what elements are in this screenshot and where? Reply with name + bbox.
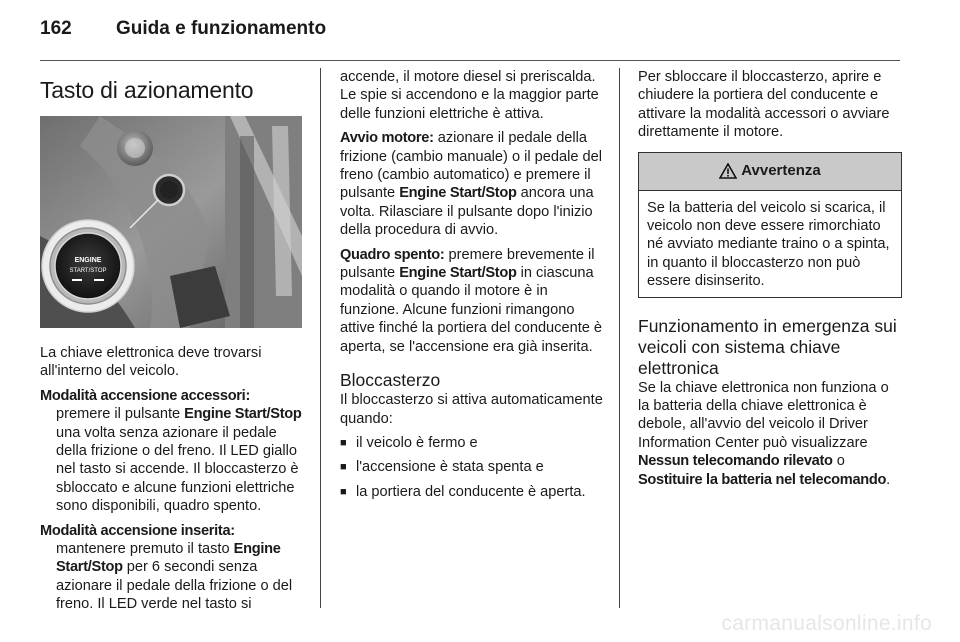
section-title: Tasto di azionamento [40,77,254,103]
warning-triangle-icon [719,163,737,179]
bloccasterzo-bullet-list [340,434,604,501]
column-divider-2 [619,68,620,608]
start-stop-button-photo [40,116,302,328]
warning-header [639,153,901,191]
button-label-engine: ENGINE [74,257,102,264]
column-divider-1 [320,68,321,608]
warning-text: Se la batteria del veicolo si scarica, il veicolo non deve essere rimorchiato né avviato mediante traino o a spinta, in quanto il bloccasterzo non può essere disinserito. [647,199,890,290]
bloccasterzo-intro: Il bloccasterzo si attiva automaticamente quando: [340,392,603,427]
warning-title: Avvertenza [741,161,821,179]
avvio-label: Avvio motore: [340,130,434,147]
engine-start-stop-term: Engine Start/Stop [399,185,517,202]
page-number: 162 [40,18,72,39]
list-item: ■ il veicolo è fermo e [340,434,604,452]
mode-accessori-paragraph: Modalità accensione accessori: premere il pulsante Engine Start/Stop una volta senza azionare il pedale della frizione o del freno. Il LED giallo nel tasto si accende. Il bloccasterzo è sbloccato e alcune funzioni elettriche sono disponibili, quadro spento. [40,387,302,515]
button-label-start-stop: START/STOP [69,268,107,274]
column-3 [638,68,902,495]
page-header [40,18,900,46]
warning-box [638,152,902,298]
column-1 [40,68,302,620]
emergency-paragraph: Se la chiave elettronica non funziona o la batteria della chiave elettronica è debole, all'avvio del veicolo il Driver Information Center può visualizzare Nessun telecomando rilevato o Sostituire la batteria nel telecomando. [638,379,891,488]
spento-paragraph: Quadro spento: premere brevemente il pulsante Engine Start/Stop in ciascuna modalità o quando il motore è in funzione. Alcune funzioni rimangono attive finché la portiera del conducente è aperta, se l'accensione era già inserita. [340,246,603,355]
list-item: ■ la portiera del conducente è aperta. [340,483,604,501]
watermark: carmanualsonline.info [721,612,932,635]
unlock-paragraph: Per sbloccare il bloccasterzo, aprire e chiudere la portiera del conducente e attivare la modalità accessori o avviare direttamente il motore. [638,69,890,141]
spento-label: Quadro spento: [340,246,445,263]
mode-accessori-label: Modalità accensione accessori: [40,387,250,404]
column-2 [340,68,604,507]
engine-start-stop-term: Engine Start/Stop [184,406,302,423]
continued-paragraph: accende, il motore diesel si preriscalda. Le spie si accendono e la maggior parte delle funzioni elettriche è attiva. [340,69,599,122]
mode-inserita-label: Modalità accensione inserita: [40,522,235,539]
engine-start-stop-term: Engine Start/Stop [56,541,281,576]
intro-paragraph: La chiave elettronica deve trovarsi all'interno del veicolo. [40,345,262,380]
emergency-heading: Funzionamento in emergenza sui veicoli con sistema chiave elettronica [638,315,897,378]
avvio-paragraph: Avvio motore: azionare il pedale della frizione (cambio manuale) o il pedale del freno (cambio automatico) e premere il pulsante Engine Start/Stop ancora una volta. Rilasciare il pulsante dopo l'inizio della procedura di avvio. [340,130,603,239]
engine-start-stop-term: Engine Start/Stop [399,265,517,282]
message-no-remote: Nessun telecomando rilevato [638,453,833,470]
list-item: ■ l'accensione è stata spenta e [340,458,604,476]
led-indicator-left [72,279,82,281]
mode-inserita-paragraph: Modalità accensione inserita: mantenere premuto il tasto Engine Start/Stop per 6 secondi senza azionare il pedale della frizione o del freno. Il LED verde nel tasto si [40,522,293,613]
bloccasterzo-heading: Bloccasterzo [340,370,441,391]
led-indicator-right [94,279,104,281]
running-title: Guida e funzionamento [116,18,327,39]
message-replace-battery: Sostituire la batteria nel telecomando [638,471,887,488]
header-rule [40,60,900,61]
